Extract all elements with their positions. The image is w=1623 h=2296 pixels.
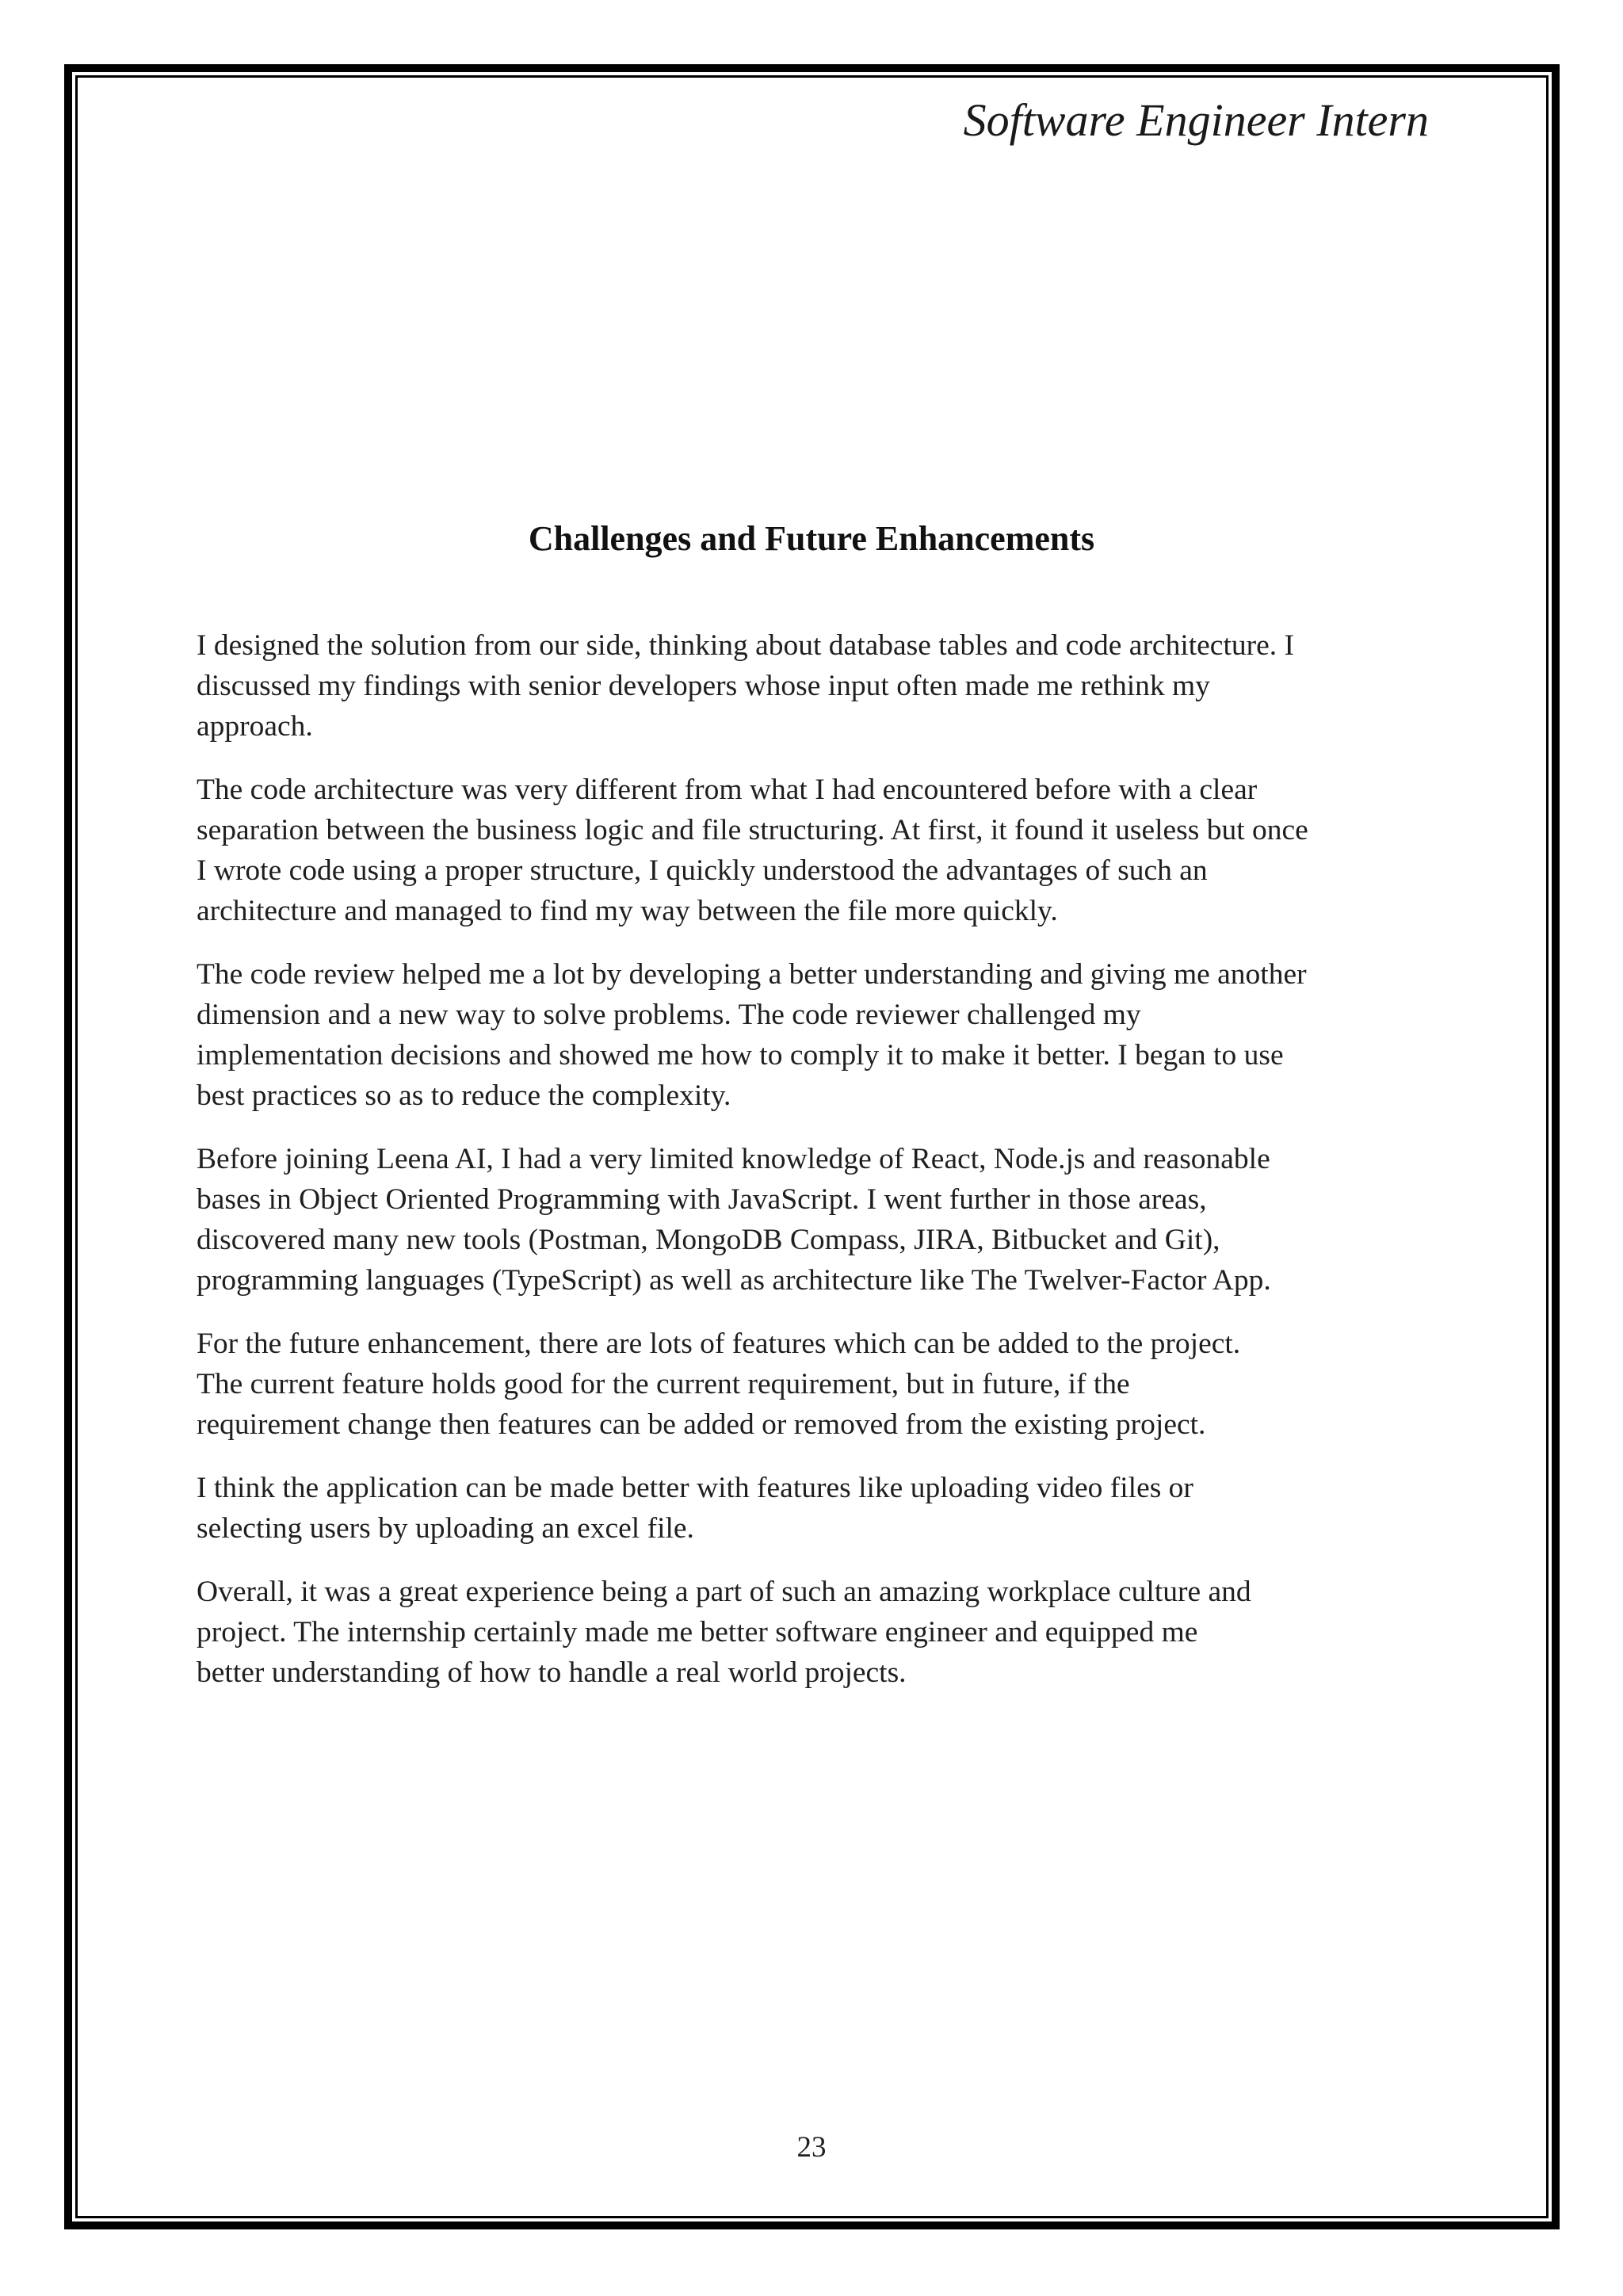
text-line: The current feature holds good for the current requirement, but in future, if the	[197, 1368, 1130, 1400]
text-line: I wrote code using a proper structure, I quickly understood the advantages of such an	[197, 854, 1208, 887]
section-title: Challenges and Future Enhancements	[528, 519, 1095, 559]
body-text	[197, 625, 1442, 1716]
text-line: discovered many new tools (Postman, MongoDB Compass, JIRA, Bitbucket and Git),	[197, 1224, 1220, 1256]
text-line: The code review helped me a lot by developing a better understanding and giving me another	[197, 958, 1307, 991]
paragraph-3	[197, 954, 1442, 1116]
text-line: approach.	[197, 710, 313, 743]
text-line: I designed the solution from our side, thinking about database tables and code architecture. I	[197, 629, 1294, 662]
text-line: The code architecture was very different from what I had encountered before with a clear	[197, 774, 1258, 806]
text-line: separation between the business logic and file structuring. At first, it found it useless but once	[197, 814, 1308, 846]
paragraph-4	[197, 1139, 1442, 1301]
text-line: better understanding of how to handle a real world projects.	[197, 1656, 907, 1689]
paragraph-2	[197, 770, 1442, 931]
text-line: implementation decisions and showed me how to comply it to make it better. I began to use	[197, 1039, 1284, 1072]
running-header: Software Engineer Intern	[963, 94, 1429, 146]
text-line: bases in Object Oriented Programming with JavaScript. I went further in those areas,	[197, 1183, 1207, 1216]
text-line: Before joining Leena AI, I had a very limited knowledge of React, Node.js and reasonable	[197, 1143, 1270, 1175]
text-line: I think the application can be made better with features like uploading video files or	[197, 1472, 1193, 1504]
text-line: requirement change then features can be added or removed from the existing project.	[197, 1408, 1206, 1441]
paragraph-6	[197, 1468, 1442, 1549]
paragraph-1	[197, 625, 1442, 747]
text-line: architecture and managed to find my way between the file more quickly.	[197, 895, 1058, 927]
text-line: Overall, it was a great experience being a part of such an amazing workplace culture and	[197, 1576, 1251, 1608]
paragraph-7	[197, 1572, 1442, 1693]
text-line: selecting users by uploading an excel file.	[197, 1512, 694, 1545]
text-line: programming languages (TypeScript) as well as architecture like The Twelver-Factor App.	[197, 1264, 1271, 1297]
text-line: discussed my findings with senior developers whose input often made me rethink my	[197, 670, 1210, 702]
text-line: For the future enhancement, there are lots of features which can be added to the project.	[197, 1328, 1241, 1360]
text-line: best practices so as to reduce the complexity.	[197, 1079, 731, 1112]
text-line: dimension and a new way to solve problems. The code reviewer challenged my	[197, 999, 1141, 1031]
paragraph-5	[197, 1324, 1442, 1445]
text-line: project. The internship certainly made me better software engineer and equipped me	[197, 1616, 1198, 1648]
page-number: 23	[796, 2131, 827, 2164]
